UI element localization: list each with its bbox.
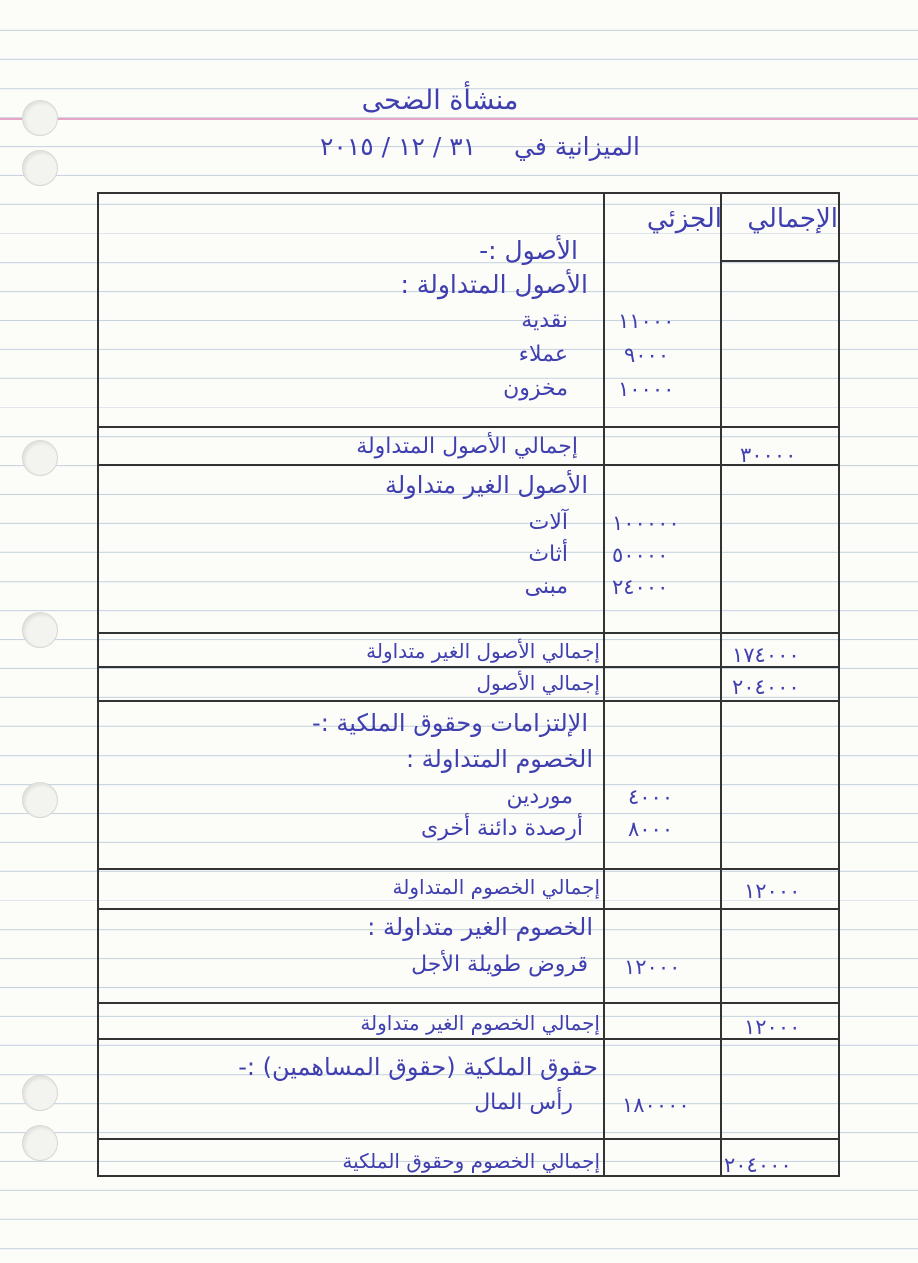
total-liabilities-equity-label: إجمالي الخصوم وحقوق الملكية <box>342 1149 600 1173</box>
long-term-loans-partial: ١٢٠٠٠ <box>624 955 681 979</box>
other-credit-balances-partial: ٨٠٠٠ <box>628 817 674 841</box>
subtitle-text: الميزانية في <box>514 132 640 161</box>
row-divider <box>97 908 840 910</box>
column-header-partial: الجزئي <box>646 204 722 234</box>
total-assets-label: إجمالي الأصول <box>476 671 600 695</box>
cash-partial: ١١٠٠٠ <box>618 309 675 333</box>
row-divider <box>97 700 840 702</box>
capital-partial: ١٨٠٠٠٠ <box>622 1093 690 1117</box>
furniture-label: أثاث <box>528 542 568 567</box>
binder-hole <box>22 612 58 648</box>
total-current-liabilities-value: ١٢٠٠٠ <box>744 879 801 903</box>
customers-partial: ٩٠٠٠ <box>624 343 670 367</box>
assets-heading: الأصول :- <box>479 236 578 265</box>
capital-label: رأس المال <box>474 1090 573 1115</box>
margin-line <box>0 118 918 120</box>
total-liabilities-equity-value: ٢٠٤٠٠٠ <box>724 1153 792 1177</box>
row-divider <box>97 464 840 466</box>
machines-label: آلات <box>528 510 568 535</box>
company-title: منشأة الضحى <box>361 85 519 116</box>
binder-hole <box>22 100 58 136</box>
row-divider <box>97 868 840 870</box>
balance-sheet-subtitle <box>210 132 640 161</box>
binder-hole <box>22 440 58 476</box>
inventory-partial: ١٠٠٠٠ <box>618 377 675 401</box>
binder-hole <box>22 1125 58 1161</box>
total-noncurrent-assets-label: إجمالي الأصول الغير متداولة <box>366 639 600 663</box>
binder-hole <box>22 150 58 186</box>
row-divider <box>97 1002 840 1004</box>
building-partial: ٢٤٠٠٠ <box>612 575 669 599</box>
total-assets-value: ٢٠٤٠٠٠ <box>732 675 800 699</box>
column-header-total: الإجمالي <box>747 204 838 234</box>
building-label: مبنى <box>524 574 568 599</box>
total-noncurrent-assets-value: ١٧٤٠٠٠ <box>732 643 800 667</box>
table-border-right <box>838 192 840 1177</box>
equity-heading: حقوق الملكية (حقوق المساهمين) :- <box>238 1053 598 1081</box>
long-term-loans-label: قروض طويلة الأجل <box>411 952 588 977</box>
binder-hole <box>22 1075 58 1111</box>
total-noncurrent-liabilities-label: إجمالي الخصوم الغير متداولة <box>360 1011 600 1035</box>
row-divider <box>97 426 840 428</box>
noncurrent-assets-heading: الأصول الغير متداولة <box>384 471 588 499</box>
noncurrent-liabilities-heading: الخصوم الغير متداولة : <box>367 913 593 941</box>
liabilities-equity-heading: الإلتزامات وحقوق الملكية :- <box>312 709 588 737</box>
cash-label: نقدية <box>521 308 568 333</box>
machines-partial: ١٠٠٠٠٠ <box>612 511 680 535</box>
furniture-partial: ٥٠٠٠٠ <box>612 543 669 567</box>
binder-hole <box>22 782 58 818</box>
balance-sheet-date: ٣١ / ١٢ / ٢٠١٥ <box>320 132 477 161</box>
other-credit-balances-label: أرصدة دائنة أخرى <box>420 816 583 841</box>
inventory-label: مخزون <box>503 376 568 401</box>
row-divider <box>97 1138 840 1140</box>
customers-label: عملاء <box>518 342 568 367</box>
total-current-assets-value: ٣٠٠٠٠ <box>740 443 797 467</box>
table-border-left <box>97 192 99 1177</box>
current-liabilities-heading: الخصوم المتداولة : <box>405 745 593 773</box>
table-border-top <box>97 192 840 194</box>
row-divider <box>97 666 840 668</box>
suppliers-label: موردين <box>506 784 573 809</box>
current-assets-heading: الأصول المتداولة : <box>400 270 588 299</box>
total-current-assets-label: إجمالي الأصول المتداولة <box>356 434 578 459</box>
row-divider <box>97 1038 840 1040</box>
column-divider-total <box>720 192 722 1177</box>
total-current-liabilities-label: إجمالي الخصوم المتداولة <box>392 875 600 899</box>
row-divider <box>97 632 840 634</box>
total-noncurrent-liabilities-value: ١٢٠٠٠ <box>744 1015 801 1039</box>
suppliers-partial: ٤٠٠٠ <box>628 785 674 809</box>
column-divider-partial <box>603 192 605 1177</box>
header-underline <box>720 260 838 262</box>
